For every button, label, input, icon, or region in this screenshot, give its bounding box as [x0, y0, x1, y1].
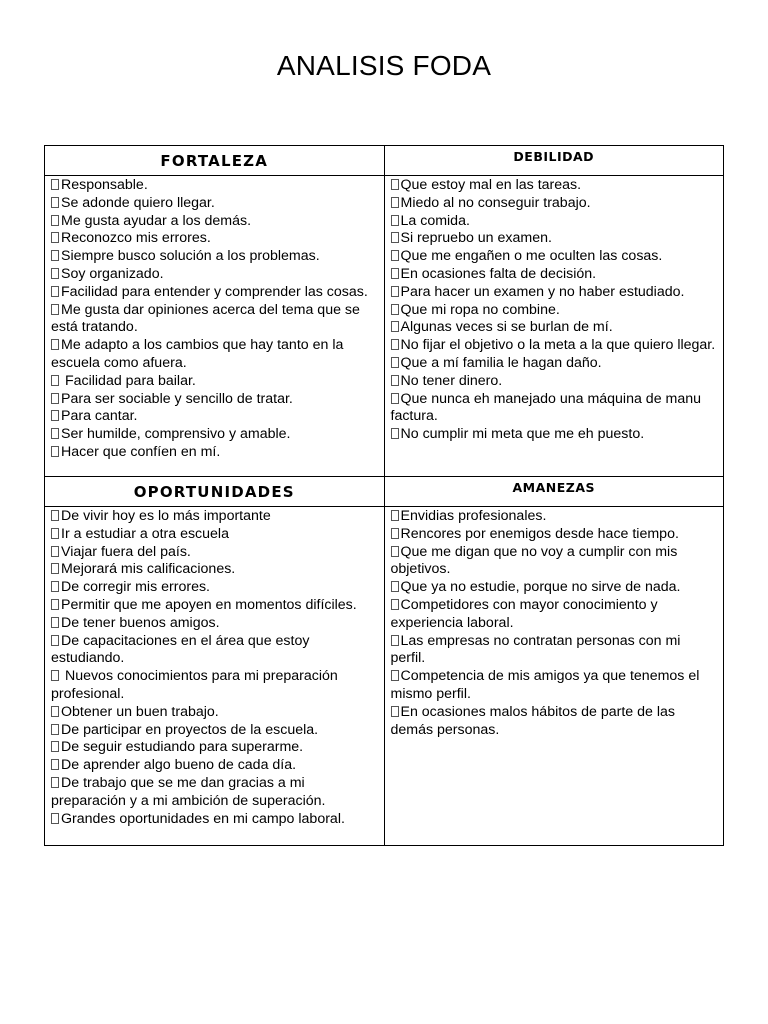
- list-item-text: Me gusta dar opiniones acerca del tema que se está tratando.: [51, 301, 360, 336]
- list-item: [391, 337, 718, 355]
- missing-glyph-bullet-icon: [391, 179, 399, 190]
- missing-glyph-bullet-icon: [51, 706, 59, 717]
- list-item-text: En ocasiones falta de decisión.: [400, 265, 597, 282]
- list-item-text: Que a mí familia le hagan daño.: [400, 354, 602, 371]
- missing-glyph-bullet-icon: [391, 546, 399, 557]
- list-item: [391, 213, 718, 231]
- list-item: [391, 544, 718, 580]
- list-item: [51, 177, 378, 195]
- list-item-text: Ir a estudiar a otra escuela: [61, 525, 229, 542]
- missing-glyph-bullet-icon: [51, 250, 59, 261]
- missing-glyph-bullet-icon: [51, 670, 59, 681]
- missing-glyph-bullet-icon: [391, 339, 399, 350]
- list-item-text: No cumplir mi meta que me eh puesto.: [400, 426, 645, 443]
- missing-glyph-bullet-icon: [51, 813, 59, 824]
- missing-glyph-bullet-icon: [391, 268, 399, 279]
- body-row-bottom: [45, 507, 724, 846]
- list-item-text: Facilidad para entender y comprender las cosas.: [61, 283, 368, 300]
- list-item-text: Algunas veces si se burlan de mí.: [400, 319, 613, 336]
- missing-glyph-bullet-icon: [51, 546, 59, 557]
- list-item-text: Que ya no estudie, porque no sirve de nada.: [400, 579, 681, 596]
- list-item-text: Permitir que me apoyen en momentos difíciles.: [61, 596, 357, 613]
- missing-glyph-bullet-icon: [51, 581, 59, 592]
- list-item-text: Se adonde quiero llegar.: [61, 194, 215, 211]
- missing-glyph-bullet-icon: [51, 777, 59, 788]
- missing-glyph-bullet-icon: [391, 635, 399, 646]
- missing-glyph-bullet-icon: [391, 215, 399, 226]
- list-item-text: De corregir mis errores.: [61, 579, 210, 596]
- list-item: [391, 177, 718, 195]
- missing-glyph-bullet-icon: [51, 741, 59, 752]
- list-item-text: De aprender algo bueno de cada día.: [61, 757, 297, 774]
- list-item: [51, 213, 378, 231]
- list-item-text: De tener buenos amigos.: [61, 614, 220, 631]
- list-item: [51, 426, 378, 444]
- missing-glyph-bullet-icon: [391, 286, 399, 297]
- fortaleza-list: [51, 176, 378, 465]
- list-item-text: De seguir estudiando para superarme.: [61, 739, 304, 756]
- list-item: [391, 373, 718, 391]
- oportunidades-cell: [45, 507, 385, 846]
- missing-glyph-bullet-icon: [51, 599, 59, 610]
- list-item: [51, 597, 378, 615]
- missing-glyph-bullet-icon: [391, 304, 399, 315]
- missing-glyph-bullet-icon: [391, 393, 399, 404]
- missing-glyph-bullet-icon: [51, 428, 59, 439]
- list-item-text: Para cantar.: [61, 408, 138, 425]
- list-item-text: Miedo al no conseguir trabajo.: [400, 194, 591, 211]
- missing-glyph-bullet-icon: [51, 393, 59, 404]
- debilidad-list: [391, 176, 718, 447]
- list-item-text: Que nunca eh manejado una máquina de manu factura.: [390, 390, 702, 425]
- list-item: [391, 248, 718, 266]
- list-item-text: Obtener un buen trabajo.: [61, 703, 219, 720]
- list-item-text: Nuevos conocimientos para mi preparación profesional.: [51, 668, 338, 702]
- list-item: [51, 722, 378, 740]
- list-item-text: Las empresas no contratan personas con mi perfil.: [390, 632, 681, 667]
- list-item-text: Competencia de mis amigos ya que tenemos el mismo perfil.: [390, 668, 700, 702]
- missing-glyph-bullet-icon: [391, 581, 399, 592]
- list-item-text: Me adapto a los cambios que hay tanto en la escuela como afuera.: [51, 337, 344, 371]
- list-item: [51, 408, 378, 426]
- list-item-text: No fijar el objetivo o la meta a la que quiero llegar.: [400, 337, 716, 354]
- list-item: [51, 579, 378, 597]
- list-item-text: Para hacer un examen y no haber estudiado.: [400, 283, 685, 300]
- list-item-text: Me gusta ayudar a los demás.: [61, 212, 252, 229]
- list-item: [51, 508, 378, 526]
- debilidad-heading: DEBILIDAD: [384, 146, 724, 176]
- missing-glyph-bullet-icon: [391, 599, 399, 610]
- list-item-text: Envidias profesionales.: [400, 508, 547, 524]
- list-item: [51, 248, 378, 266]
- missing-glyph-bullet-icon: [391, 232, 399, 243]
- list-item: [391, 579, 718, 597]
- missing-glyph-bullet-icon: [391, 357, 399, 368]
- missing-glyph-bullet-icon: [51, 563, 59, 574]
- list-item-text: Para ser sociable y sencillo de tratar.: [61, 390, 293, 407]
- list-item-text: La comida.: [400, 212, 470, 229]
- list-item: [51, 284, 378, 302]
- list-item: [51, 391, 378, 409]
- list-item-text: Que mi ropa no combine.: [400, 301, 560, 318]
- list-item: [51, 195, 378, 213]
- list-item: [391, 704, 718, 740]
- list-item: [51, 302, 378, 338]
- missing-glyph-bullet-icon: [51, 179, 59, 190]
- list-item-text: De participar en proyectos de la escuela.: [61, 721, 319, 738]
- body-row-top: [45, 176, 724, 477]
- missing-glyph-bullet-icon: [51, 197, 59, 208]
- list-item: [391, 633, 718, 669]
- missing-glyph-bullet-icon: [51, 232, 59, 243]
- missing-glyph-bullet-icon: [51, 339, 59, 350]
- list-item: [391, 597, 718, 633]
- list-item: [391, 195, 718, 213]
- list-item: [391, 266, 718, 284]
- header-row-bottom: [45, 477, 724, 507]
- list-item: [51, 633, 378, 669]
- list-item: [51, 739, 378, 757]
- amenazas-list: [391, 507, 718, 742]
- list-item: [51, 704, 378, 722]
- missing-glyph-bullet-icon: [391, 375, 399, 386]
- missing-glyph-bullet-icon: [391, 528, 399, 539]
- missing-glyph-bullet-icon: [51, 528, 59, 539]
- list-item-text: Hacer que confíen en mí.: [61, 443, 221, 460]
- missing-glyph-bullet-icon: [391, 197, 399, 208]
- list-item-text: Mejorará mis calificaciones.: [61, 561, 236, 578]
- header-row-top: [45, 146, 724, 176]
- missing-glyph-bullet-icon: [51, 410, 59, 421]
- missing-glyph-bullet-icon: [51, 510, 59, 521]
- list-item-text: Reconozco mis errores.: [61, 230, 211, 247]
- missing-glyph-bullet-icon: [391, 321, 399, 332]
- list-item: [391, 426, 718, 444]
- list-item-text: Grandes oportunidades en mi campo laboral.: [61, 810, 345, 827]
- missing-glyph-bullet-icon: [51, 304, 59, 315]
- missing-glyph-bullet-icon: [51, 446, 59, 457]
- list-item-text: Siempre busco solución a los problemas.: [61, 248, 320, 265]
- list-item: [391, 355, 718, 373]
- list-item-text: Que me digan que no voy a cumplir con mis objetivos.: [390, 543, 678, 578]
- list-item: [51, 266, 378, 284]
- list-item-text: Facilidad para bailar.: [61, 372, 196, 389]
- foda-table: [44, 145, 724, 846]
- oportunidades-heading: OPORTUNIDADES: [45, 477, 385, 507]
- list-item: [51, 561, 378, 579]
- list-item: [51, 230, 378, 248]
- fortaleza-cell: [45, 176, 385, 477]
- missing-glyph-bullet-icon: [391, 670, 399, 681]
- list-item: [391, 668, 718, 704]
- missing-glyph-bullet-icon: [51, 215, 59, 226]
- list-item: [391, 230, 718, 248]
- document-title: ANALISIS FODA: [276, 50, 492, 81]
- list-item-text: Responsable.: [61, 177, 148, 193]
- list-item: [51, 544, 378, 562]
- list-item-text: Soy organizado.: [61, 265, 164, 282]
- missing-glyph-bullet-icon: [51, 268, 59, 279]
- list-item: [391, 526, 718, 544]
- missing-glyph-bullet-icon: [391, 250, 399, 261]
- missing-glyph-bullet-icon: [391, 428, 399, 439]
- list-item: [51, 811, 378, 829]
- list-item: [391, 391, 718, 427]
- missing-glyph-bullet-icon: [51, 617, 59, 628]
- list-item: [51, 775, 378, 811]
- list-item-text: Si repruebo un examen.: [400, 230, 552, 247]
- list-item-text: Ser humilde, comprensivo y amable.: [61, 426, 291, 443]
- missing-glyph-bullet-icon: [51, 759, 59, 770]
- list-item-text: No tener dinero.: [400, 372, 503, 389]
- list-item-text: Que estoy mal en las tareas.: [400, 177, 582, 193]
- missing-glyph-bullet-icon: [51, 375, 59, 386]
- list-item: [51, 444, 378, 462]
- list-item-text: Viajar fuera del país.: [61, 543, 191, 560]
- list-item-text: En ocasiones malos hábitos de parte de las demás personas.: [390, 703, 675, 738]
- list-item: [391, 302, 718, 320]
- list-item: [391, 284, 718, 302]
- list-item-text: Rencores por enemigos desde hace tiempo.: [400, 525, 679, 542]
- missing-glyph-bullet-icon: [51, 286, 59, 297]
- list-item: [391, 508, 718, 526]
- list-item-text: Competidores con mayor conocimiento y experiencia laboral.: [390, 596, 658, 631]
- amenazas-cell: [384, 507, 724, 846]
- oportunidades-list: [51, 507, 378, 831]
- list-item: [51, 526, 378, 544]
- list-item-text: De vivir hoy es lo más importante: [61, 508, 271, 524]
- missing-glyph-bullet-icon: [51, 635, 59, 646]
- missing-glyph-bullet-icon: [391, 706, 399, 717]
- list-item: [51, 373, 378, 391]
- list-item: [51, 668, 378, 704]
- amenazas-heading: AMANEZAS: [384, 477, 724, 507]
- list-item-text: Que me engañen o me oculten las cosas.: [400, 248, 663, 265]
- list-item-text: De capacitaciones en el área que estoy estudiando.: [51, 632, 310, 667]
- missing-glyph-bullet-icon: [391, 510, 399, 521]
- debilidad-cell: [384, 176, 724, 477]
- list-item-text: De trabajo que se me dan gracias a mi preparación y a mi ambición de superación.: [51, 774, 326, 809]
- list-item: [51, 337, 378, 373]
- missing-glyph-bullet-icon: [51, 724, 59, 735]
- fortaleza-heading: FORTALEZA: [45, 146, 385, 176]
- list-item: [51, 757, 378, 775]
- list-item: [51, 615, 378, 633]
- list-item: [391, 319, 718, 337]
